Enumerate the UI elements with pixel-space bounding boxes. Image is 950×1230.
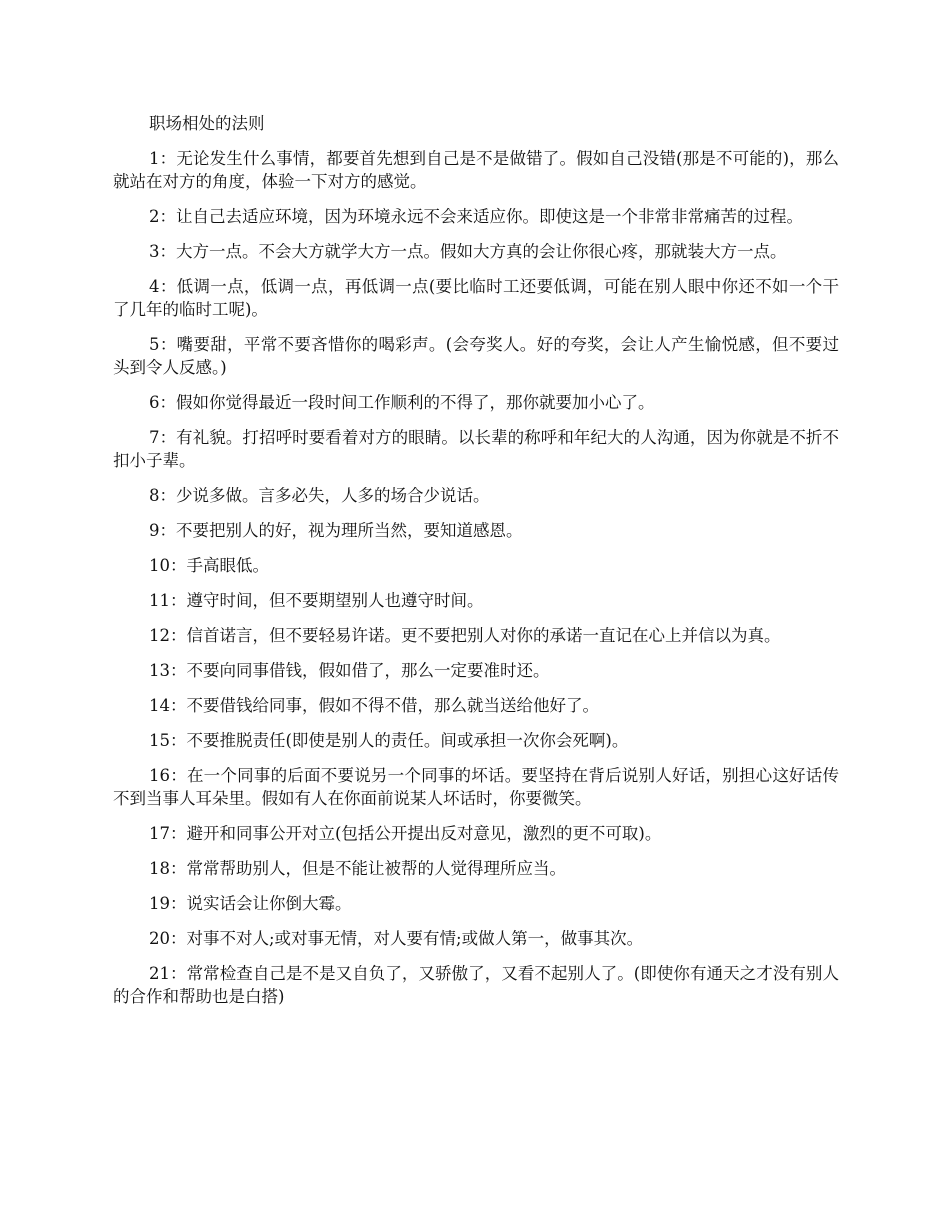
rule-paragraph: 13：不要向同事借钱，假如借了，那么一定要准时还。 (149, 661, 550, 680)
document-body (113, 112, 839, 1020)
rule-paragraph: 1：无论发生什么事情，都要首先想到自己是不是做错了。假如自己没错(那是不可能的)，那么就站在对方的角度，体验一下对方的感觉。 (113, 149, 839, 191)
rule-paragraph: 10：手高眼低。 (149, 556, 269, 575)
rule-paragraph: 17：避开和同事公开对立(包括公开提出反对意见，激烈的更不可取)。 (149, 824, 662, 843)
rule-paragraph: 7：有礼貌。打招呼时要看着对方的眼睛。以长辈的称呼和年纪大的人沟通，因为你就是不折不扣小子辈。 (113, 428, 839, 470)
rule-paragraph: 5：嘴要甜，平常不要吝惜你的喝彩声。(会夸奖人。好的夸奖，会让人产生愉悦感，但不要过头到令人反感。) (113, 335, 839, 377)
document-title: 职场相处的法则 (149, 114, 265, 133)
rule-paragraph: 18：常常帮助别人，但是不能让被帮的人觉得理所应当。 (149, 859, 566, 878)
rule-paragraph: 16：在一个同事的后面不要说另一个同事的坏话。要坚持在背后说别人好话，别担心这好话传不到当事人耳朵里。假如有人在你面前说某人坏话时，你要微笑。 (113, 766, 839, 808)
rule-paragraph: 21：常常检查自己是不是又自负了，又骄傲了，又看不起别人了。(即使你有通天之才没有别人的合作和帮助也是白搭) (113, 964, 839, 1006)
rule-paragraph: 14：不要借钱给同事，假如不得不借，那么就当送给他好了。 (149, 696, 599, 715)
rule-paragraph: 9：不要把别人的好，视为理所当然，要知道感恩。 (149, 521, 523, 540)
rule-paragraph: 15：不要推脱责任(即使是别人的责任。间或承担一次你会死啊)。 (149, 731, 629, 750)
rule-paragraph: 6：假如你觉得最近一段时间工作顺利的不得了，那你就要加小心了。 (149, 393, 655, 412)
rule-paragraph: 4：低调一点，低调一点，再低调一点(要比临时工还要低调，可能在别人眼中你还不如一个干了几年的临时工呢)。 (113, 277, 839, 319)
rule-paragraph: 20：对事不对人;或对事无情，对人要有情;或做人第一，做事其次。 (149, 929, 644, 948)
rule-paragraph: 2：让自己去适应环境，因为环境永远不会来适应你。即使这是一个非常非常痛苦的过程。 (149, 207, 803, 226)
rule-paragraph: 3：大方一点。不会大方就学大方一点。假如大方真的会让你很心疼，那就装大方一点。 (149, 242, 787, 261)
rule-paragraph: 19：说实话会让你倒大霉。 (149, 894, 352, 913)
rule-paragraph: 8：少说多做。言多必失，人多的场合少说话。 (149, 486, 490, 505)
rule-paragraph: 12：信首诺言，但不要轻易许诺。更不要把别人对你的承诺一直记在心上并信以为真。 (149, 626, 781, 645)
rule-paragraph: 11：遵守时间，但不要期望别人也遵守时间。 (149, 591, 484, 610)
